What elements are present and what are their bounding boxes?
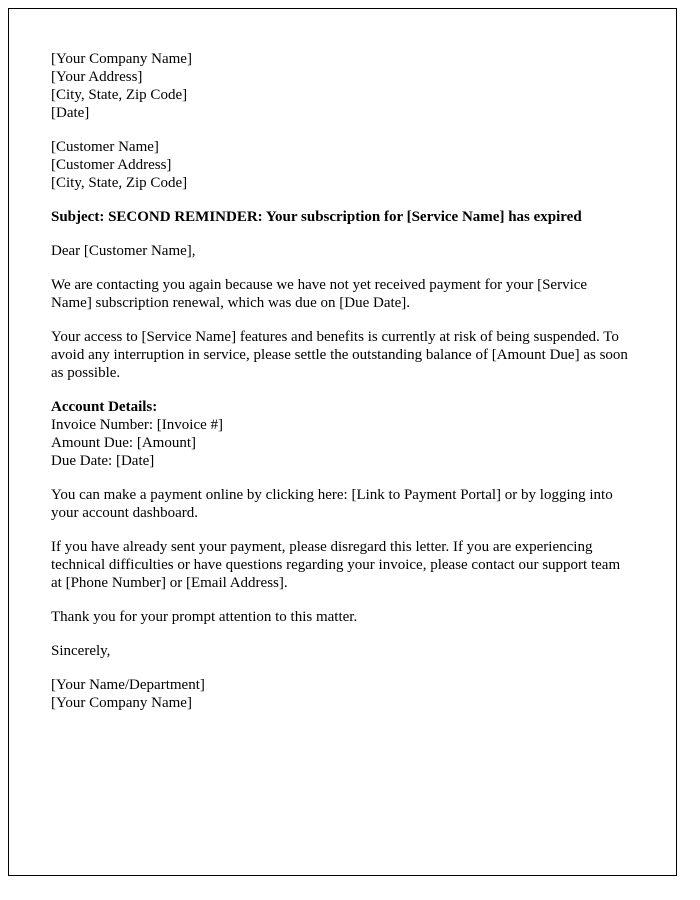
recipient-block [51,138,631,192]
subject-line: Subject: SECOND REMINDER: Your subscription for [Service Name] has expired [51,209,582,225]
sender-city-state-zip: [City, State, Zip Code] [51,87,188,103]
signature-company-name: [Your Company Name] [51,695,192,711]
paragraph-payment-not-received: We are contacting you again because we have not yet received payment for your [Service Name] subscription renewal, which was due on [Due Date]. [51,277,588,311]
signature-name-department: [Your Name/Department] [51,677,205,693]
letter-date: [Date] [51,105,90,121]
sender-address: [Your Address] [51,69,143,85]
sender-block [51,50,631,122]
recipient-name: [Customer Name] [51,139,159,155]
due-date-line: Due Date: [Date] [51,453,155,469]
paragraph-disregard-and-support: If you have already sent your payment, please disregard this letter. If you are experiencing technical difficulties or have questions regarding your invoice, please contact our support team at [Phone Number] or [Email Address]. [51,539,621,591]
letter-content [9,9,676,712]
closing: Sincerely, [51,643,111,659]
sender-company-name: [Your Company Name] [51,51,192,67]
recipient-address: [Customer Address] [51,157,172,173]
paragraph-thank-you: Thank you for your prompt attention to this matter. [51,609,358,625]
amount-due-line: Amount Due: [Amount] [51,435,196,451]
account-details-block [51,398,631,470]
paragraph-payment-options: You can make a payment online by clicking here: [Link to Payment Portal] or by logging into your account dashboard. [51,487,613,521]
letter-border [8,8,677,876]
signature-block [51,676,631,712]
recipient-city-state-zip: [City, State, Zip Code] [51,175,188,191]
invoice-number-line: Invoice Number: [Invoice #] [51,417,224,433]
account-details-heading: Account Details: [51,399,158,415]
paragraph-suspension-risk: Your access to [Service Name] features and benefits is currently at risk of being suspended. To avoid any interruption in service, please settle the outstanding balance of [Amount Due] as soon as possible. [51,329,628,381]
salutation: Dear [Customer Name], [51,243,196,259]
